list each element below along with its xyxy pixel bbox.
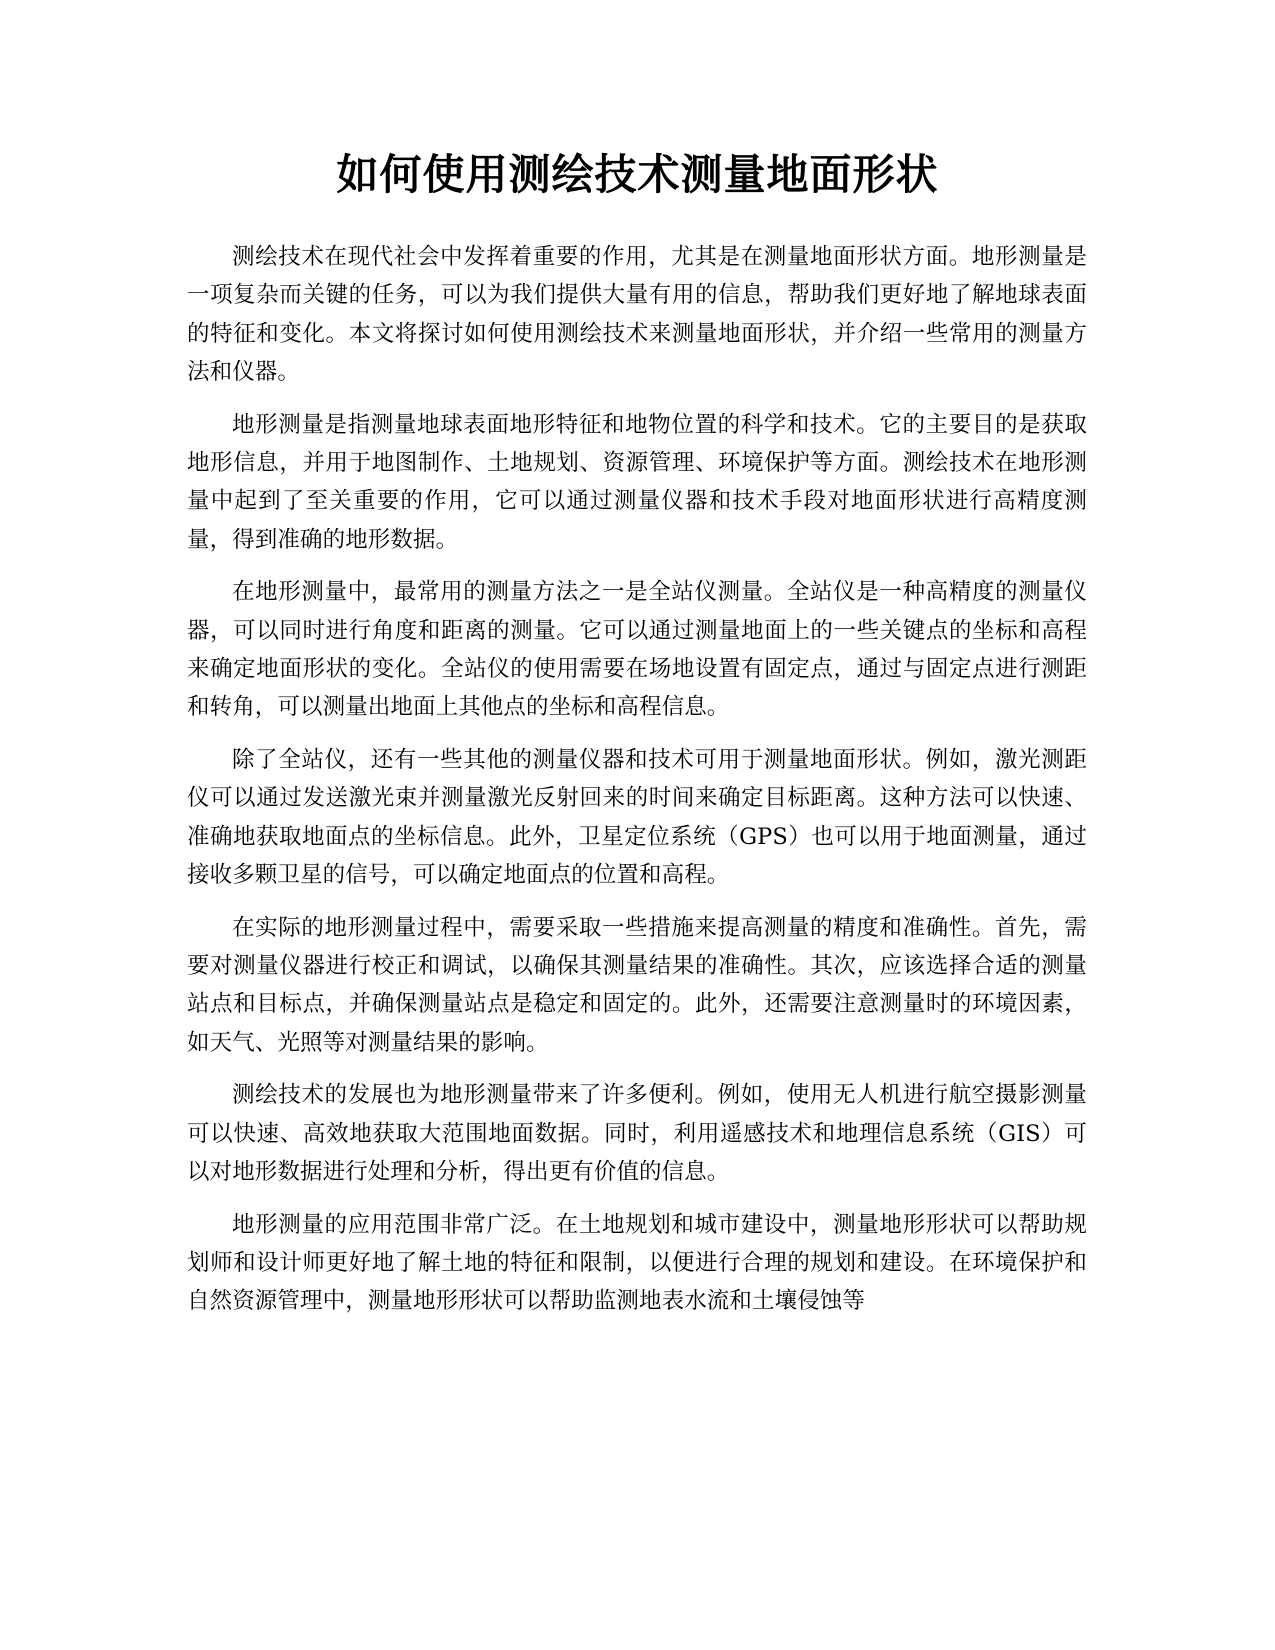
paragraph-2: 地形测量是指测量地球表面地形特征和地物位置的科学和技术。它的主要目的是获取地形信息，并用于地图制作、土地规划、资源管理、环境保护等方面。测绘技术在地形测量中起到了至关重要的作用，它可以通过测量仪器和技术手段对地面形状进行高精度测量，得到准确的地形数据。 xyxy=(187,411,1087,553)
paragraph-4: 除了全站仪，还有一些其他的测量仪器和技术可用于测量地面形状。例如，激光测距仪可以通过发送激光束并测量激光反射回来的时间来确定目标距离。这种方法可以快速、准确地获取地面点的坐标信息。此外，卫星定位系统（GPS）也可以用于地面测量，通过接收多颗卫星的信号，可以确定地面点的位置和高程。 xyxy=(187,747,1087,888)
document-body xyxy=(187,238,1087,1335)
paragraph-3: 在地形测量中，最常用的测量方法之一是全站仪测量。全站仪是一种高精度的测量仪器，可以同时进行角度和距离的测量。它可以通过测量地面上的一些关键点的坐标和高程来确定地面形状的变化。全站仪的使用需要在场地设置有固定点，通过与固定点进行测距和转角，可以测量出地面上其他点的坐标和高程信息。 xyxy=(187,579,1087,721)
paragraph-6: 测绘技术的发展也为地形测量带来了许多便利。例如，使用无人机进行航空摄影测量可以快速、高效地获取大范围地面数据。同时，利用遥感技术和地理信息系统（GIS）可以对地形数据进行处理和分析，得出更有价值的信息。 xyxy=(187,1082,1087,1186)
paragraph-1: 测绘技术在现代社会中发挥着重要的作用，尤其是在测量地面形状方面。地形测量是一项复杂而关键的任务，可以为我们提供大量有用的信息，帮助我们更好地了解地球表面的特征和变化。本文将探讨如何使用测绘技术来测量地面形状，并介绍一些常用的测量方法和仪器。 xyxy=(187,244,1087,385)
paragraph-7: 地形测量的应用范围非常广泛。在土地规划和城市建设中，测量地形形状可以帮助规划师和设计师更好地了解土地的特征和限制，以便进行合理的规划和建设。在环境保护和自然资源管理中，测量地形形状可以帮助监测地表水流和土壤侵蚀等 xyxy=(187,1211,1087,1315)
document-title: 如何使用测绘技术测量地面形状 xyxy=(336,150,939,199)
paragraph-5: 在实际的地形测量过程中，需要采取一些措施来提高测量的精度和准确性。首先，需要对测量仪器进行校正和调试，以确保其测量结果的准确性。其次，应该选择合适的测量站点和目标点，并确保测量站点是稳定和固定的。此外，还需要注意测量时的环境因素，如天气、光照等对测量结果的影响。 xyxy=(187,914,1087,1056)
